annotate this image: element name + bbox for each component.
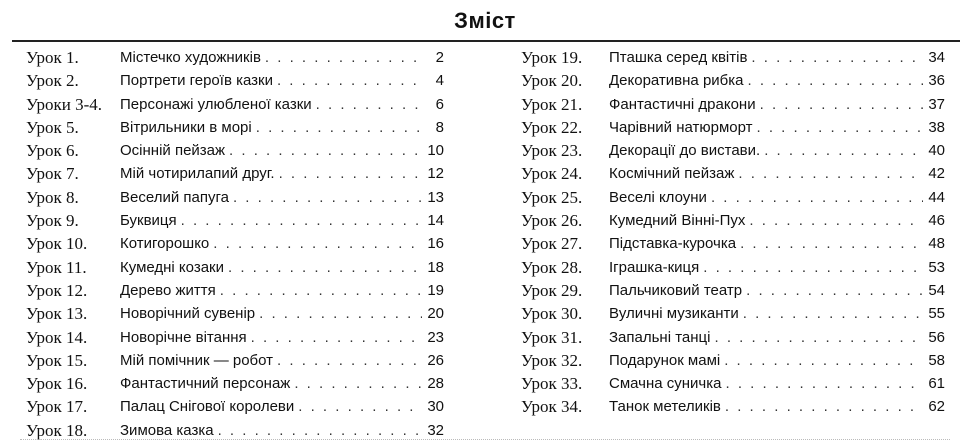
toc-dot-leader xyxy=(265,46,422,69)
toc-dot-leader xyxy=(251,326,422,349)
toc-topic-title: Палац Снігової королеви xyxy=(120,398,295,416)
toc-page-number: 30 xyxy=(427,398,444,416)
toc-entry xyxy=(521,69,945,92)
toc-entry-line xyxy=(609,162,945,185)
toc-entry-line xyxy=(609,279,945,302)
toc-entry xyxy=(521,279,945,302)
toc-entry xyxy=(521,46,945,69)
toc-entry xyxy=(521,232,945,255)
toc-dot-leader xyxy=(746,279,923,302)
toc-dot-leader xyxy=(760,93,923,116)
toc-lesson-number: Урок 28. xyxy=(521,257,583,277)
toc-entry xyxy=(26,186,444,209)
page-title: Зміст xyxy=(454,8,516,33)
toc-entry xyxy=(26,46,444,69)
toc-entry xyxy=(26,372,444,395)
toc-entry xyxy=(26,162,444,185)
toc-topic-title: Містечко художників xyxy=(120,49,261,66)
toc-topic-title: Пальчиковий театр xyxy=(609,281,743,299)
toc-entry xyxy=(521,186,945,209)
toc-lesson-number: Урок 7. xyxy=(26,164,79,184)
toc-dot-leader xyxy=(748,69,924,92)
toc-page-number: 19 xyxy=(427,281,444,299)
toc-page-number: 28 xyxy=(427,375,444,393)
toc-dot-leader xyxy=(738,162,923,185)
toc-dot-leader xyxy=(711,186,923,209)
toc-lesson-number: Урок 26. xyxy=(521,211,583,231)
toc-topic-title: Осінній пейзаж xyxy=(120,142,226,160)
toc-topic-title: Декоративна рибка xyxy=(609,72,744,90)
toc-lesson-number: Урок 1. xyxy=(26,48,79,67)
toc-topic-title: Чарівний натюрморт xyxy=(609,118,753,136)
toc-page-number: 37 xyxy=(928,95,945,113)
toc-right-column xyxy=(521,46,945,419)
toc-topic-title: Веселий папуга xyxy=(120,188,229,206)
toc-entry xyxy=(521,116,945,139)
toc-entry-line xyxy=(609,326,945,349)
toc-entry-line xyxy=(609,209,945,232)
toc-entry xyxy=(26,256,444,279)
toc-lesson-number: Урок 18. xyxy=(26,420,88,440)
toc-lesson-number: Урок 16. xyxy=(26,374,88,394)
toc-lesson-number: Урок 12. xyxy=(26,280,88,300)
toc-page-number: 44 xyxy=(928,188,945,206)
toc-topic-title: Портрети героїв казки xyxy=(120,72,273,90)
toc-lesson-number: Урок 8. xyxy=(26,187,79,207)
toc-lesson-number: Урок 17. xyxy=(26,397,88,417)
toc-entry xyxy=(26,279,444,302)
toc-dot-leader xyxy=(714,326,923,349)
toc-dot-leader xyxy=(233,186,422,209)
toc-lesson-number: Урок 6. xyxy=(26,141,79,161)
toc-topic-title: Вуличні музиканти xyxy=(609,305,739,323)
toc-topic-title: Дерево життя xyxy=(120,281,216,299)
toc-entry-line xyxy=(609,69,945,92)
toc-entry xyxy=(26,69,444,92)
toc-dot-leader xyxy=(229,139,422,162)
toc-dot-leader xyxy=(181,209,422,232)
toc-page-number: 20 xyxy=(427,305,444,323)
toc-lesson-number: Урок 31. xyxy=(521,327,583,347)
toc-entry xyxy=(521,302,945,325)
toc-dot-leader xyxy=(743,302,923,325)
toc-dot-leader xyxy=(757,116,924,139)
toc-topic-title: Декорації до вистави. xyxy=(609,142,761,160)
toc-entry xyxy=(26,395,444,418)
toc-page-number: 13 xyxy=(427,188,444,206)
toc-entry-line xyxy=(609,46,945,69)
toc-entry xyxy=(521,326,945,349)
toc-page-number: 18 xyxy=(427,258,444,276)
toc-entry-line xyxy=(609,232,945,255)
toc-topic-title: Фантастичні дракони xyxy=(609,95,756,113)
toc-dot-leader xyxy=(703,256,923,279)
toc-page-number: 6 xyxy=(435,95,444,113)
toc-entry-line xyxy=(120,93,444,116)
toc-entry-line xyxy=(120,162,444,185)
toc-topic-title: Фантастичний персонаж xyxy=(120,375,291,393)
toc-topic-title: Вітрильники в морі xyxy=(120,118,252,136)
toc-lesson-number: Уроки 3-4. xyxy=(26,94,103,114)
toc-lesson-number: Урок 25. xyxy=(521,187,583,207)
toc-dot-leader xyxy=(316,93,422,116)
toc-page-number: 58 xyxy=(928,351,945,369)
toc-dot-leader xyxy=(279,162,422,185)
toc-topic-title: Запальні танці xyxy=(609,328,711,346)
toc-topic-title: Кумедний Вінні-Пух xyxy=(609,212,746,230)
toc-topic-title: Мій помічник — робот xyxy=(120,351,274,369)
toc-entry-line xyxy=(120,279,444,302)
toc-page-number: 61 xyxy=(928,375,945,393)
toc-dot-leader xyxy=(725,395,923,418)
toc-topic-title: Зимова казка xyxy=(120,421,214,439)
toc-dot-leader xyxy=(724,349,923,372)
toc-entry xyxy=(26,349,444,372)
toc-entry xyxy=(521,372,945,395)
toc-entry xyxy=(26,116,444,139)
toc-lesson-number: Урок 32. xyxy=(521,350,583,370)
toc-topic-title: Кумедні козаки xyxy=(120,258,224,276)
toc-lesson-number: Урок 33. xyxy=(521,374,583,394)
toc-entry xyxy=(26,93,444,116)
toc-dot-leader xyxy=(740,232,923,255)
toc-entry-line xyxy=(120,116,444,139)
toc-entry-line xyxy=(120,302,444,325)
toc-entry-line xyxy=(609,186,945,209)
toc-entry-line xyxy=(120,372,444,395)
toc-entry xyxy=(26,326,444,349)
toc-dot-leader xyxy=(294,372,422,395)
toc-topic-title: Персонажі улюбленої казки xyxy=(120,95,312,113)
toc-entry-line xyxy=(120,349,444,372)
toc-lesson-number: Урок 9. xyxy=(26,211,79,231)
toc-lesson-number: Урок 24. xyxy=(521,164,583,184)
toc-topic-title: Танок метеликів xyxy=(609,398,721,416)
toc-dot-leader xyxy=(749,209,923,232)
toc-page-number: 12 xyxy=(427,165,444,183)
toc-entry-line xyxy=(609,372,945,395)
toc-dot-leader xyxy=(213,232,422,255)
page-bottom-edge xyxy=(20,439,950,440)
toc-page-number: 10 xyxy=(427,142,444,160)
toc-entry-line xyxy=(609,395,945,418)
toc-dot-leader xyxy=(277,69,422,92)
toc-lesson-number: Урок 13. xyxy=(26,304,88,324)
toc-page-number: 4 xyxy=(435,72,444,90)
toc-lesson-number: Урок 15. xyxy=(26,350,88,370)
toc-lesson-number: Урок 19. xyxy=(521,48,583,67)
toc-page-number: 26 xyxy=(427,351,444,369)
toc-entry xyxy=(521,395,945,418)
toc-entry-line xyxy=(120,186,444,209)
toc-page-number: 16 xyxy=(427,235,444,253)
toc-page-number: 23 xyxy=(427,328,444,346)
toc-dot-leader xyxy=(259,302,422,325)
toc-topic-title: Мій чотирилапий друг. xyxy=(120,165,275,183)
toc-dot-leader xyxy=(298,395,422,418)
toc-topic-title: Новорічне вітання xyxy=(120,328,247,346)
toc-entry xyxy=(521,209,945,232)
toc-page-number: 62 xyxy=(928,398,945,416)
toc-page-number: 34 xyxy=(928,49,945,66)
toc-topic-title: Подарунок мамі xyxy=(609,351,721,369)
toc-dot-leader xyxy=(277,349,422,372)
toc-lesson-number: Урок 30. xyxy=(521,304,583,324)
toc-lesson-number: Урок 34. xyxy=(521,397,583,417)
toc-lesson-number: Урок 29. xyxy=(521,280,583,300)
toc-lesson-number: Урок 5. xyxy=(26,117,79,137)
toc-topic-title: Буквиця xyxy=(120,212,177,230)
toc-lesson-number: Урок 11. xyxy=(26,257,87,277)
toc-topic-title: Пташка серед квітів xyxy=(609,49,748,66)
toc-dot-leader xyxy=(228,256,422,279)
toc-entry-line xyxy=(120,232,444,255)
toc-entry xyxy=(521,93,945,116)
toc-entry xyxy=(26,209,444,232)
toc-lesson-number: Урок 20. xyxy=(521,71,583,91)
toc-dot-leader xyxy=(751,46,923,69)
toc-entry-line xyxy=(609,139,945,162)
toc-topic-title: Смачна суничка xyxy=(609,375,722,393)
toc-page-number: 32 xyxy=(427,421,444,439)
toc-entry xyxy=(521,162,945,185)
toc-lesson-number: Урок 27. xyxy=(521,234,583,254)
toc-dot-leader xyxy=(256,116,422,139)
toc-lesson-number: Урок 2. xyxy=(26,71,79,91)
toc-entry-line xyxy=(120,209,444,232)
toc-entry xyxy=(26,302,444,325)
toc-entry xyxy=(26,139,444,162)
toc-entry xyxy=(521,349,945,372)
toc-topic-title: Космічний пейзаж xyxy=(609,165,735,183)
toc-entry-line xyxy=(609,302,945,325)
toc-page-number: 8 xyxy=(435,118,444,136)
toc-page-number: 48 xyxy=(928,235,945,253)
toc-entry-line xyxy=(120,139,444,162)
toc-page-number: 55 xyxy=(928,305,945,323)
toc-page-number: 53 xyxy=(928,258,945,276)
toc-entry-line xyxy=(120,69,444,92)
toc-page-number: 46 xyxy=(928,212,945,230)
toc-entry xyxy=(521,256,945,279)
toc-entry-line xyxy=(120,256,444,279)
toc-entry-line xyxy=(120,46,444,69)
toc-topic-title: Веселі клоуни xyxy=(609,188,707,206)
toc-topic-title: Новорічний сувенір xyxy=(120,305,256,323)
toc-page-number: 38 xyxy=(928,118,945,136)
toc-page-number: 14 xyxy=(427,212,444,230)
toc-left-column xyxy=(26,46,444,442)
toc-topic-title: Іграшка-киця xyxy=(609,258,700,276)
toc-entry-line xyxy=(609,116,945,139)
toc-topic-title: Котигорошко xyxy=(120,235,210,253)
toc-entry-line xyxy=(120,395,444,418)
toc-dot-leader xyxy=(220,279,422,302)
toc-lesson-number: Урок 23. xyxy=(521,141,583,161)
toc-page-number: 42 xyxy=(928,165,945,183)
title-divider xyxy=(12,40,960,42)
toc-lesson-number: Урок 22. xyxy=(521,117,583,137)
toc-page-number: 56 xyxy=(928,328,945,346)
toc-entry xyxy=(26,232,444,255)
toc-page-number: 54 xyxy=(928,281,945,299)
toc-lesson-number: Урок 21. xyxy=(521,94,583,114)
toc-topic-title: Підставка-курочка xyxy=(609,235,737,253)
toc-entry-line xyxy=(609,256,945,279)
toc-page-number: 40 xyxy=(928,142,945,160)
toc-dot-leader xyxy=(725,372,923,395)
toc-entry-line xyxy=(609,93,945,116)
toc-entry-line xyxy=(120,326,444,349)
toc-entry xyxy=(521,139,945,162)
toc-entry-line xyxy=(609,349,945,372)
toc-lesson-number: Урок 14. xyxy=(26,327,88,347)
toc-lesson-number: Урок 10. xyxy=(26,234,88,254)
toc-page-number: 2 xyxy=(435,49,444,66)
toc-dot-leader xyxy=(764,139,923,162)
toc-page-number: 36 xyxy=(928,72,945,90)
